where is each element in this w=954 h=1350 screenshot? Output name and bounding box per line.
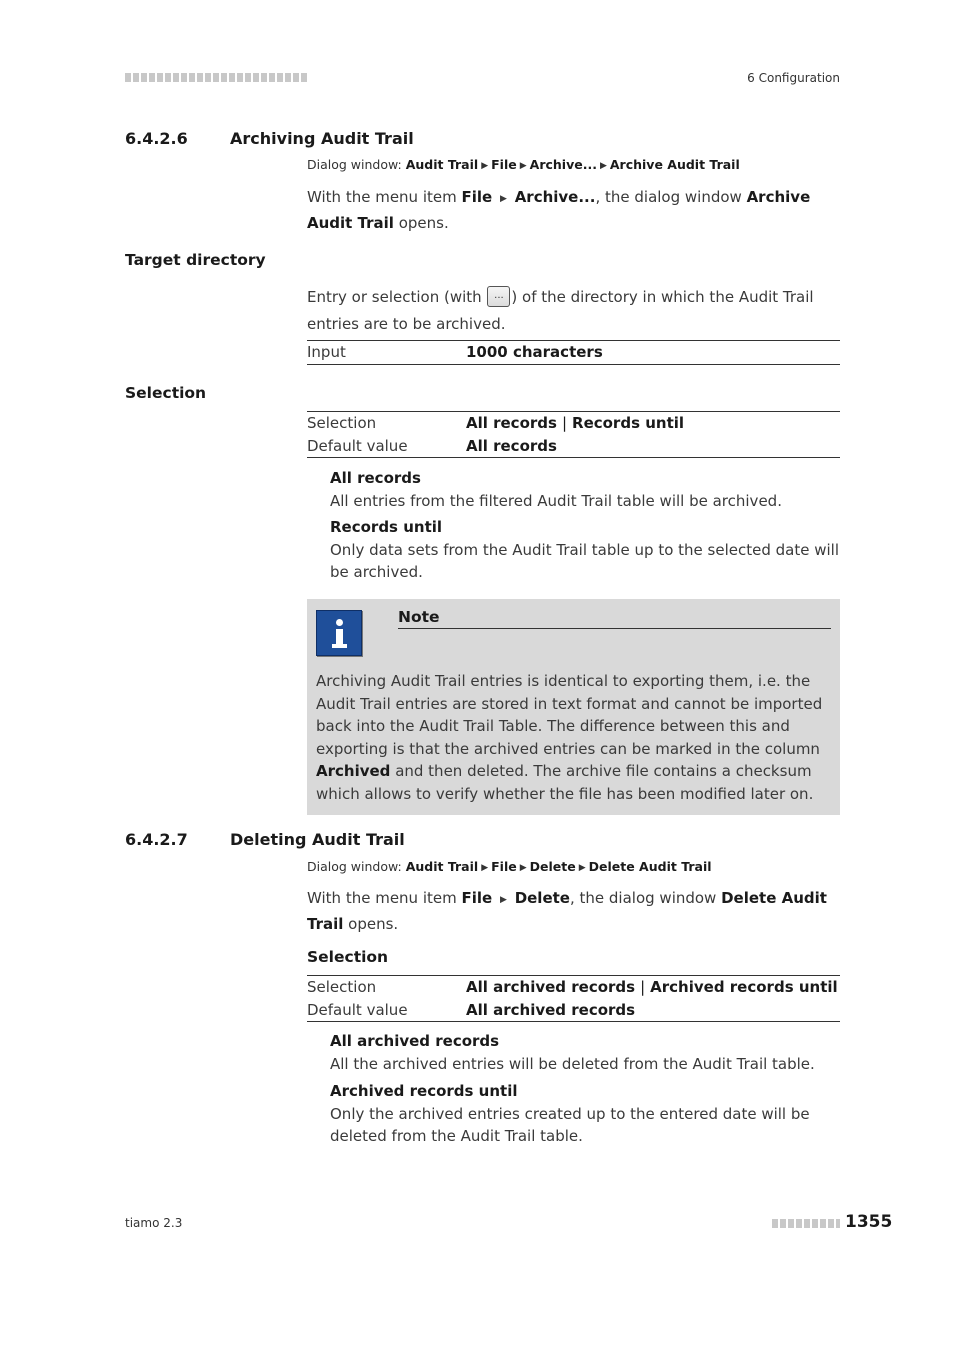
browse-button-icon: ...: [487, 286, 510, 307]
footer-decoration: [772, 1219, 840, 1228]
info-icon: [316, 610, 362, 656]
triangle-right-icon: ▶: [599, 161, 607, 171]
chapter-title: 6 Configuration: [747, 71, 840, 85]
row-value: 1000 characters: [466, 343, 603, 361]
table-row: [307, 412, 840, 435]
row-value: All archived records | Archived records until: [466, 978, 838, 996]
option-description: [330, 1080, 842, 1148]
table-row: [307, 341, 840, 364]
selection-table: [307, 411, 840, 458]
dialog-path-item: File: [491, 157, 517, 172]
triangle-right-icon: ▶: [499, 895, 507, 905]
note-title: Note: [398, 608, 831, 629]
table-row: [307, 999, 840, 1022]
dialog-path-item: Delete: [529, 859, 576, 874]
table-row: [307, 435, 840, 458]
intro-paragraph: With the menu item File ▶ Archive..., the dialog window Archive Audit Trail opens.: [307, 188, 811, 232]
row-key: Input: [307, 343, 346, 361]
dialog-path: [307, 859, 712, 874]
option-text: All entries from the filtered Audit Trail table will be archived.: [330, 491, 782, 510]
target-directory-label: Target directory: [125, 251, 266, 269]
triangle-right-icon: ▶: [519, 161, 527, 171]
dialog-path-item: Archive...: [529, 157, 597, 172]
triangle-right-icon: ▶: [519, 863, 527, 873]
header-decoration: [125, 73, 307, 82]
note-text: Archiving Audit Trail entries is identical to exporting them, i.e. the Audit Trail entries are stored in text format and cannot be imported back into the Audit Trail Table. The difference between this and exporting is that the archived entries can be marked in the column Archived and then deleted. The archive file contains a checksum which allows to verify whether the file has been modified later on.: [316, 672, 823, 803]
option-title: All records: [330, 469, 421, 487]
row-value: All records: [466, 436, 557, 455]
target-directory-table: [307, 340, 840, 365]
triangle-right-icon: ▶: [578, 863, 586, 873]
option-title: Archived records until: [330, 1082, 518, 1100]
option-description: [330, 516, 842, 584]
dialog-prefix: Dialog window:: [307, 859, 402, 874]
page-number: 1355: [845, 1212, 893, 1232]
triangle-right-icon: ▶: [481, 863, 489, 873]
selection-table: [307, 975, 840, 1022]
dialog-path: [307, 157, 740, 172]
option-description: [330, 1030, 842, 1075]
section-title: Deleting Audit Trail: [230, 830, 405, 849]
option-text: Only data sets from the Audit Trail table up to the selected date will be archived.: [330, 540, 839, 581]
option-title: Records until: [330, 518, 443, 536]
triangle-right-icon: ▶: [499, 194, 507, 204]
dialog-path-item: Audit Trail: [405, 157, 479, 172]
selection-label: Selection: [125, 384, 207, 402]
row-value: All records | Records until: [466, 414, 685, 432]
row-key: Selection: [307, 414, 377, 432]
option-text: Only the archived entries created up to the entered date will be deleted from the Audit Trail table.: [330, 1104, 810, 1145]
row-key: Default value: [307, 1000, 408, 1019]
row-key: Selection: [307, 978, 377, 996]
target-directory-description: Entry or selection (with ... ) of the directory in which the Audit Trail entries are to be archived.: [307, 288, 814, 333]
dialog-path-item: Delete Audit Trail: [588, 859, 712, 874]
table-row: [307, 976, 840, 999]
dialog-path-item: Archive Audit Trail: [609, 157, 740, 172]
intro-paragraph: With the menu item File ▶ Delete, the dialog window Delete Audit Trail opens.: [307, 889, 827, 933]
section-title: Archiving Audit Trail: [230, 129, 414, 148]
section-number: 6.4.2.7: [125, 830, 188, 849]
product-name: tiamo 2.3: [125, 1216, 183, 1230]
row-key: Default value: [307, 436, 408, 455]
row-value: All archived records: [466, 1000, 636, 1019]
dialog-path-item: File: [491, 859, 517, 874]
option-description: [330, 467, 842, 512]
dialog-prefix: Dialog window:: [307, 157, 402, 172]
dialog-path-item: Audit Trail: [405, 859, 479, 874]
option-title: All archived records: [330, 1032, 500, 1050]
option-text: All the archived entries will be deleted from the Audit Trail table.: [330, 1054, 815, 1073]
triangle-right-icon: ▶: [481, 161, 489, 171]
selection-label: Selection: [307, 948, 389, 966]
section-number: 6.4.2.6: [125, 129, 188, 148]
